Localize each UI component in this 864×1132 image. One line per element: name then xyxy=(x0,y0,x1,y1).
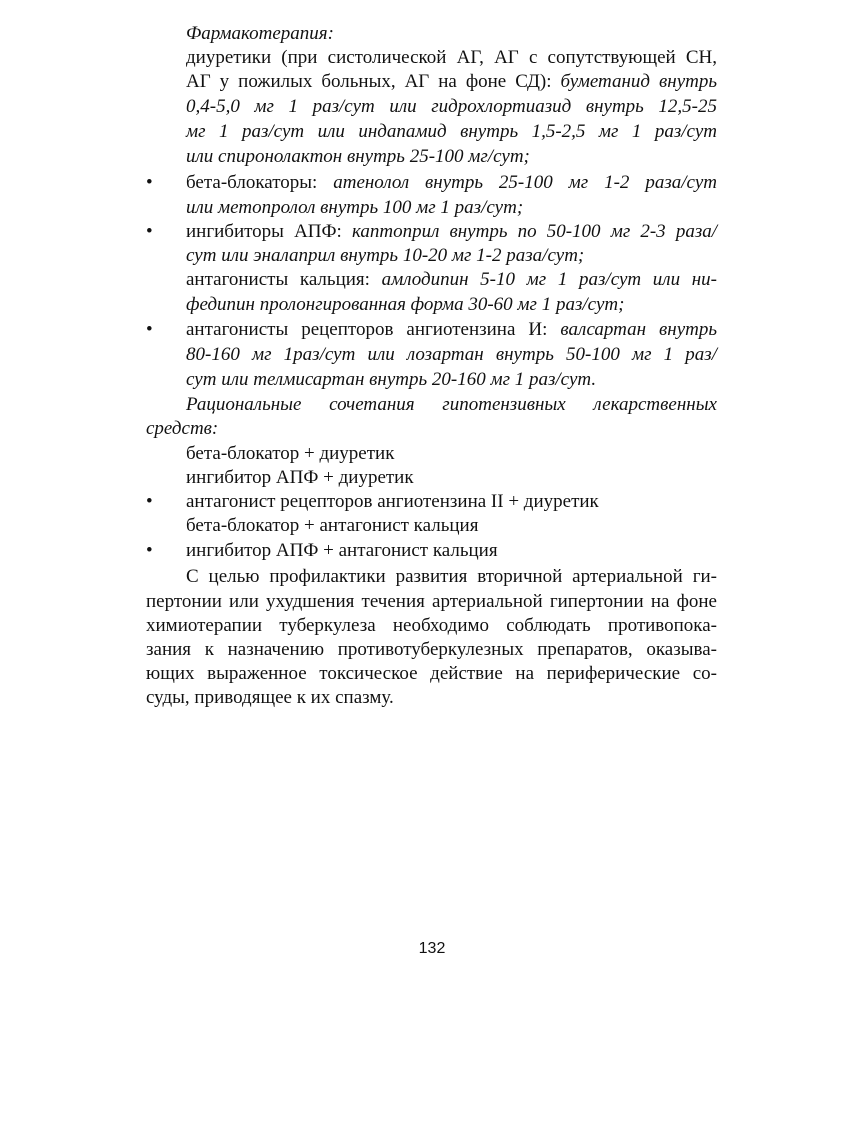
combo-5: ингибитор АПФ + антагонист кальция xyxy=(186,540,498,561)
diuretics-line-1: диуретики (при систолической АГ, АГ с сопутствующей СН, xyxy=(186,47,717,68)
diuretics-line-5: или спиронолактон внутрь 25-100 мг/сут; xyxy=(186,146,530,167)
para-line-5: ющих выраженное токсическое действие на периферические со- xyxy=(146,663,717,684)
para-line-4: зания к назначению противотуберкулезных препаратов, оказыва- xyxy=(146,639,717,660)
diuretics-line-3: 0,4-5,0 мг 1 раз/сут или гидрохлортиазид внутрь 12,5-25 xyxy=(186,96,717,117)
section-heading: Фармакотерапия: xyxy=(186,23,334,44)
bullet-combo-3: • xyxy=(146,491,153,512)
rational-line-1: Рациональные сочетания гипотензивных лекарственных xyxy=(186,394,717,415)
page-number: 132 xyxy=(418,940,446,957)
combo-4: бета-блокатор + антагонист кальция xyxy=(186,515,479,536)
bullet-combo-5: • xyxy=(146,540,153,561)
calcium-line-1 xyxy=(186,268,717,292)
arb-line-2: 80-160 мг 1раз/сут или лозартан внутрь 50-100 мг 1 раз/ xyxy=(186,344,717,365)
calcium-line-2: федипин пролонгированная форма 30-60 мг 1 раз/сут; xyxy=(186,294,625,315)
ace-label: ингибиторы АПФ: xyxy=(186,221,352,242)
diuretics-drug: буметанид внутрь xyxy=(560,71,717,92)
bullet-ace: • xyxy=(146,221,153,242)
ace-drug: каптоприл внутрь по 50-100 мг 2-3 раза/ xyxy=(351,221,718,242)
ace-line-2: сут или эналаприл внутрь 10-20 мг 1-2 раза/сут; xyxy=(186,245,585,266)
calcium-label: антагонисты кальция: xyxy=(186,269,382,290)
para-line-6: суды, приводящее к их спазму. xyxy=(146,687,394,708)
rational-line-2: средств: xyxy=(146,418,219,439)
beta-label: бета-блокаторы: xyxy=(186,172,334,193)
arb-drug: валсартан внутрь xyxy=(560,319,717,340)
combo-3: антагонист рецепторов ангиотензина II + диуретик xyxy=(186,491,599,512)
para-line-1: С целью профилактики развития вторичной артериальной ги- xyxy=(186,566,717,587)
combo-2: ингибитор АПФ + диуретик xyxy=(186,467,414,488)
arb-line-1 xyxy=(186,318,717,342)
bullet-beta: • xyxy=(146,172,153,193)
para-line-3: химиотерапии туберкулеза необходимо соблюдать противопока- xyxy=(146,615,717,636)
calcium-drug: амлодипин 5-10 мг 1 раз/сут или ни- xyxy=(381,269,717,290)
ace-line-1 xyxy=(186,220,717,244)
beta-line-1 xyxy=(186,171,717,195)
diuretics-line-2 xyxy=(186,70,717,94)
bullet-arb: • xyxy=(146,319,153,340)
arb-label: антагонисты рецепторов ангиотензина И: xyxy=(186,319,561,340)
beta-drug: атенолол внутрь 25-100 мг 1-2 раза/сут xyxy=(333,172,717,193)
diuretics-line-4: мг 1 раз/сут или индапамид внутрь 1,5-2,5 мг 1 раз/сут xyxy=(186,121,717,142)
arb-line-3: сут или телмисартан внутрь 20-160 мг 1 раз/сут. xyxy=(186,369,597,390)
combo-1: бета-блокатор + диуретик xyxy=(186,443,395,464)
beta-line-2: или метопролол внутрь 100 мг 1 раз/сут; xyxy=(186,197,524,218)
diuretics-label: АГ у пожилых больных, АГ на фоне СД): xyxy=(186,71,561,92)
para-line-2: пертонии или ухудшения течения артериальной гипертонии на фоне xyxy=(146,591,717,612)
